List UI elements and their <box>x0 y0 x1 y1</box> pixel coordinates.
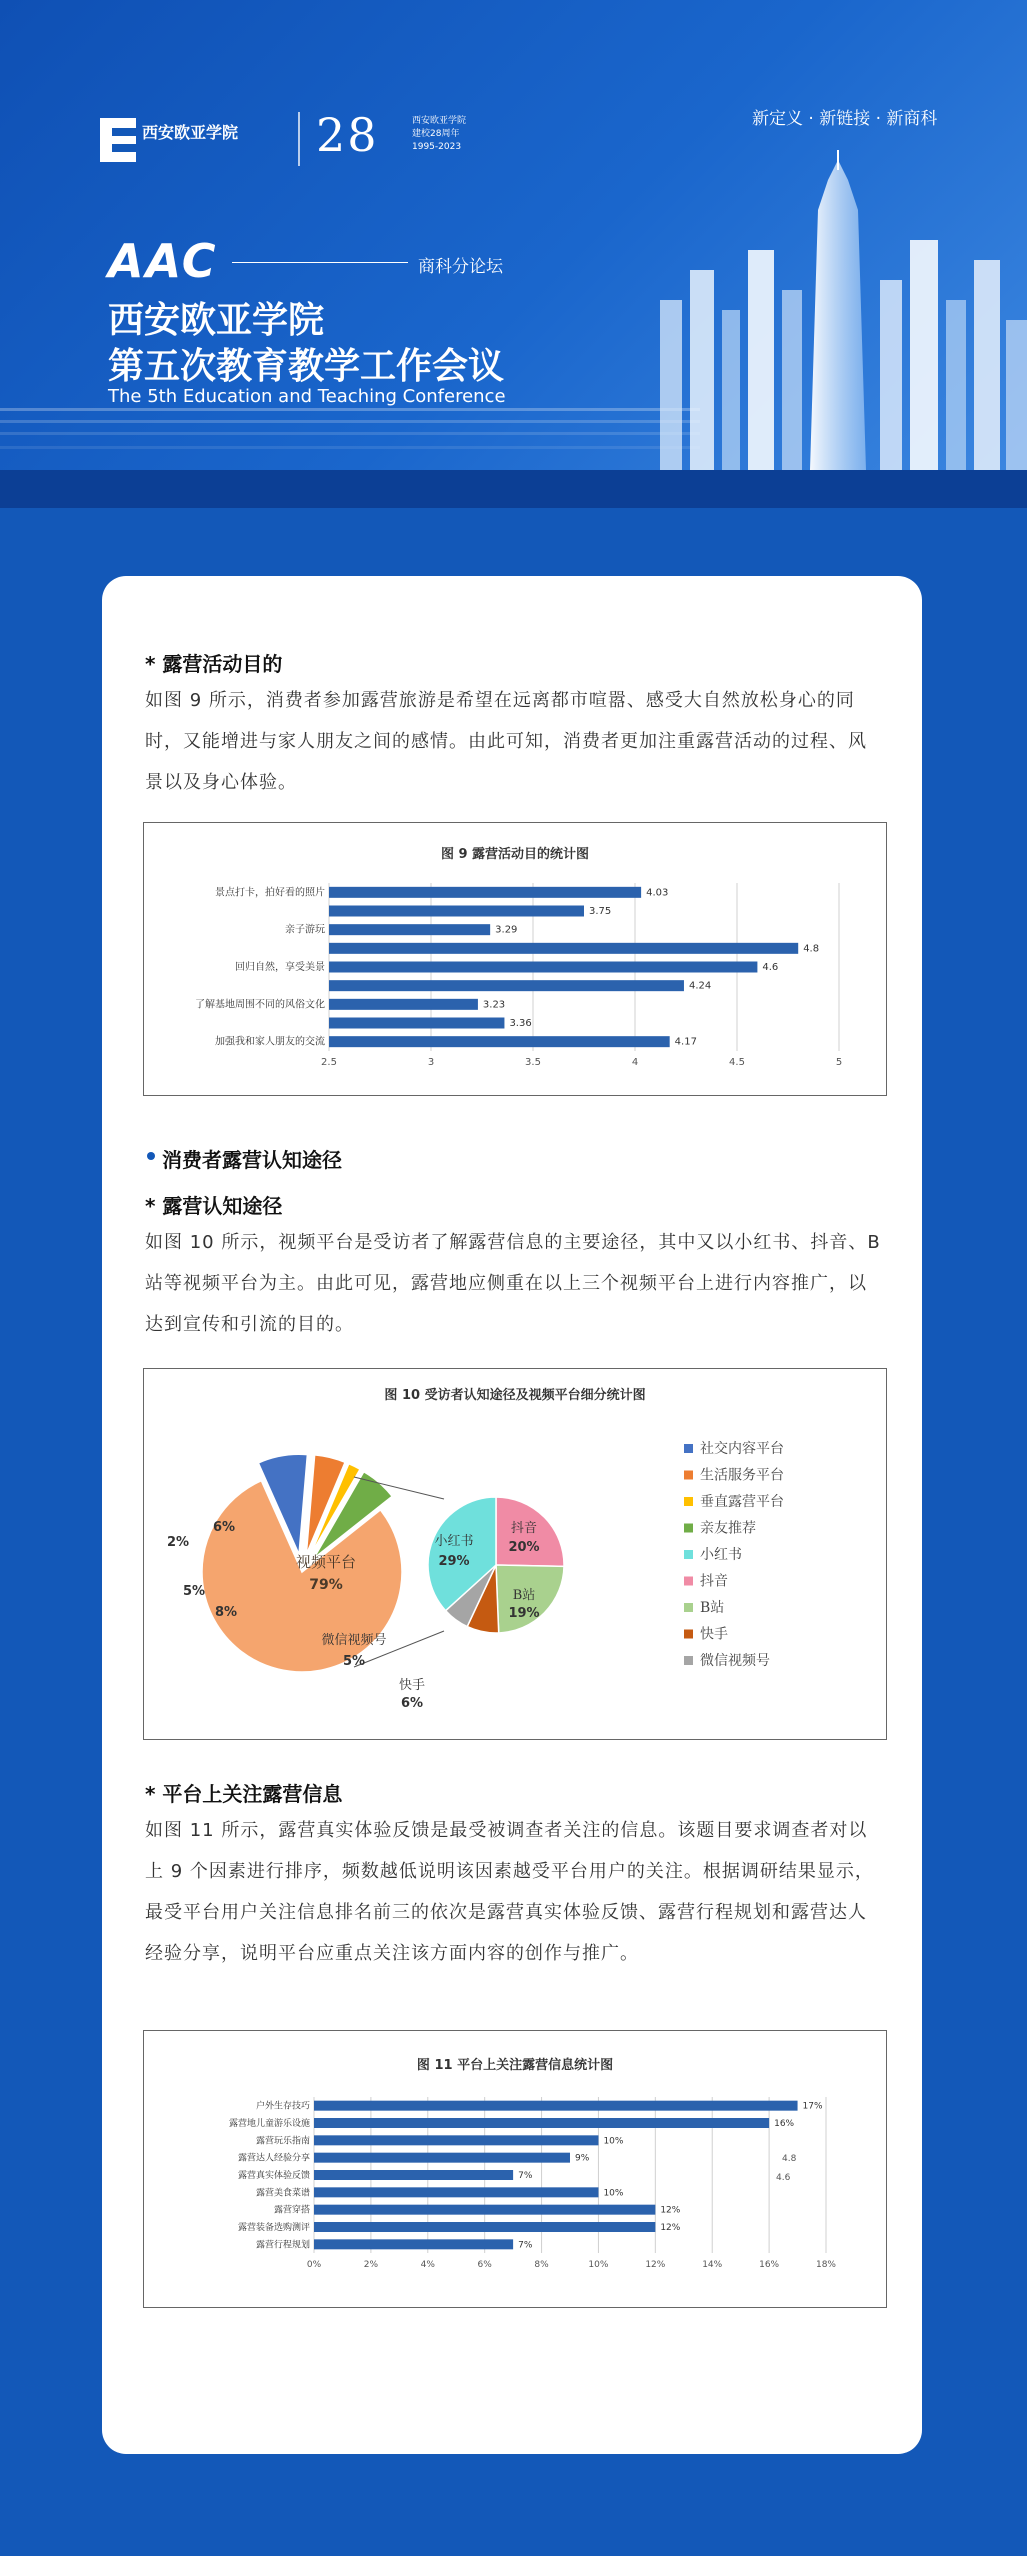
legend-label: 社交内容平台 <box>700 1441 784 1457</box>
bar <box>329 1036 670 1047</box>
x-tick-label: 4% <box>420 2260 435 2270</box>
data-label: 10% <box>603 2136 624 2147</box>
x-tick-label: 4 <box>631 1057 639 1068</box>
chart-figure-9-svg <box>144 823 886 1095</box>
chart-figure-11 <box>143 2030 887 2308</box>
bar <box>329 887 641 898</box>
category-label: 露营装备选购测评 <box>237 2223 310 2233</box>
section-heading-channel: 消费者露营认知途径 <box>162 1148 342 1172</box>
bar <box>329 906 584 917</box>
chart-figure-10-svg <box>144 1369 886 1739</box>
aac-logo: AAC <box>108 234 218 288</box>
bar <box>314 2205 655 2215</box>
legend-label: 垂直露营平台 <box>700 1494 784 1510</box>
data-label: 7% <box>518 2240 533 2251</box>
legend-swatch <box>684 1550 693 1559</box>
bar <box>314 2153 570 2163</box>
x-tick-label: 16% <box>759 2260 780 2270</box>
data-label: 4.17 <box>674 1036 697 1048</box>
legend-label: 微信视频号 <box>700 1653 770 1669</box>
bar <box>314 2101 798 2111</box>
legend-swatch <box>684 1656 693 1665</box>
page-title: 第五次教育教学工作会议 <box>108 346 505 387</box>
x-tick-label: 2.5 <box>321 1057 337 1068</box>
header-banner <box>0 0 1027 470</box>
category-label: 回归自然，享受美景 <box>235 962 325 973</box>
x-tick-label: 5 <box>835 1057 843 1068</box>
x-tick-label: 8% <box>534 2260 549 2270</box>
data-label: 3.36 <box>509 1018 532 1029</box>
paragraph-purpose: 如图 9 所示，消费者参加露营旅游是希望在远离都市喧嚣、感受大自然放松身心的同时，又能增进与家人朋友之间的感情。由此可知，消费者更加注重露营活动的过程、风景以及身心体验。 <box>145 690 867 793</box>
legend-swatch <box>684 1630 693 1639</box>
bar <box>329 943 798 954</box>
bar <box>329 962 757 973</box>
x-tick-label: 2% <box>363 2260 379 2270</box>
pie-pct-label: 5% <box>342 1654 366 1669</box>
legend-swatch <box>684 1524 693 1533</box>
legend-swatch <box>684 1497 693 1506</box>
bar <box>329 1018 504 1029</box>
legend-swatch <box>684 1471 693 1480</box>
category-label: 露营美食菜谱 <box>255 2188 310 2199</box>
section-title-purpose: * 露营活动目的 <box>145 652 283 676</box>
legend-label: 小红书 <box>700 1547 742 1563</box>
bullet-icon <box>147 1152 155 1160</box>
pie-pct-label: 19% <box>508 1606 540 1621</box>
legend-label: 抖音 <box>700 1573 728 1590</box>
x-tick-label: 14% <box>702 2260 723 2270</box>
pie-pct-label: 79% <box>309 1577 343 1593</box>
section-title-info: * 平台上关注露营信息 <box>145 1782 343 1806</box>
slogan: 新定义 · 新链接 · 新商科 <box>752 109 938 129</box>
data-label: 16% <box>774 2119 795 2129</box>
x-tick-label: 4.5 <box>729 1057 745 1068</box>
annotation-label: 4.6 <box>776 2173 791 2183</box>
data-label: 17% <box>802 2101 823 2112</box>
category-label: 露营真实体验反馈 <box>237 2171 310 2181</box>
bar <box>329 980 684 991</box>
chart-title: 图 9 露营活动目的统计图 <box>440 847 590 862</box>
category-label: 景点打卡，拍好看的照片 <box>215 887 325 899</box>
legend-label: 亲友推荐 <box>700 1520 756 1537</box>
bar <box>314 2118 769 2128</box>
data-label: 9% <box>575 2153 590 2164</box>
category-label: 露营地儿童游乐设施 <box>228 2119 310 2129</box>
x-tick-label: 6% <box>477 2260 492 2270</box>
pie-pct-label: 29% <box>438 1554 470 1569</box>
pie-pct-label: 2% <box>166 1535 190 1550</box>
data-label: 4.24 <box>688 980 712 992</box>
chart-figure-11-svg <box>144 2031 886 2307</box>
legend-swatch <box>684 1577 693 1586</box>
section-title-channel: * 露营认知途径 <box>145 1194 283 1218</box>
pie-label: 视频平台 <box>295 1553 357 1571</box>
decor-stripe <box>0 446 700 449</box>
legend-label: B站 <box>700 1600 725 1616</box>
pie-label: 抖音 <box>510 1521 538 1536</box>
x-tick-label: 18% <box>815 2260 837 2270</box>
chart-title: 图 11 平台上关注露营信息统计图 <box>416 2058 614 2073</box>
x-tick-label: 3.5 <box>525 1057 541 1068</box>
divider <box>298 112 300 166</box>
legend-label: 生活服务平台 <box>700 1467 784 1484</box>
paragraph-info: 如图 11 所示，露营真实体验反馈是最受被调查者关注的信息。该题目要求调查者对以上 9 个因素进行排序，频数越低说明该因素越受平台用户的关注。根据调研结果显示，最受平台用户关注信息排名前三的依次是露营真实体验反馈、露营行程规划和露营达人经验分享，说明平台应重点关注该方面内容的创作与推广。 <box>145 1820 874 1964</box>
x-tick-label: 3 <box>427 1057 435 1068</box>
bar <box>314 2222 655 2232</box>
category-label: 露营穿搭 <box>273 2205 310 2216</box>
annotation-label: 4.8 <box>782 2154 797 2164</box>
category-label: 露营行程规划 <box>255 2240 310 2251</box>
pie-pct-label: 6% <box>212 1520 236 1535</box>
logo-name: 西安欧亚学院 <box>142 123 239 142</box>
bar <box>314 2135 598 2145</box>
pie-pct-label: 6% <box>400 1696 424 1711</box>
category-label: 户外生存技巧 <box>255 2101 310 2112</box>
paragraph-channel: 如图 10 所示，视频平台是受访者了解露营信息的主要途径，其中又以小红书、抖音、B 站等视频平台为主。由此可见，露营地应侧重在以上三个视频平台上进行内容推广，以达到宣传和引流的目的。 <box>145 1232 881 1335</box>
data-label: 12% <box>660 2205 681 2216</box>
category-label: 亲子游玩 <box>285 924 325 936</box>
header-band <box>0 470 1027 508</box>
bar <box>314 2239 513 2249</box>
x-tick-label: 12% <box>645 2260 666 2270</box>
data-label: 3.23 <box>482 999 506 1011</box>
bar <box>329 924 490 935</box>
anniversary-line: 1995-2023 <box>412 142 462 152</box>
pie-label: 小红书 <box>434 1534 474 1549</box>
category-label: 露营达人经验分享 <box>237 2153 310 2164</box>
legend-swatch <box>684 1603 693 1612</box>
chart-figure-9 <box>143 822 887 1096</box>
chart-figure-10 <box>143 1368 887 1740</box>
data-label: 7% <box>518 2171 533 2181</box>
pie-label: 微信视频号 <box>321 1633 387 1648</box>
data-label: 4.6 <box>762 962 779 973</box>
data-label: 10% <box>603 2188 624 2199</box>
bar <box>314 2170 513 2180</box>
category-label: 加强我和家人朋友的交流 <box>215 1036 325 1048</box>
data-label: 12% <box>660 2223 681 2233</box>
data-label: 3.29 <box>495 924 518 936</box>
pie-label: 快手 <box>398 1678 426 1693</box>
category-label: 露营玩乐指南 <box>255 2136 310 2147</box>
anniversary-line: 建校28周年 <box>412 129 460 139</box>
page-title: 西安欧亚学院 <box>108 300 325 341</box>
anniversary-number: 28 <box>316 108 379 162</box>
pie-pct-label: 8% <box>214 1605 238 1620</box>
bar <box>329 999 478 1010</box>
decor-stripe <box>0 420 700 423</box>
decor-stripe <box>0 432 700 435</box>
forum-label: 商科分论坛 <box>418 257 503 277</box>
chart-title: 图 10 受访者认知途径及视频平台细分统计图 <box>384 1388 646 1403</box>
skyline-illustration <box>640 150 1027 470</box>
divider <box>232 262 408 263</box>
anniversary-text <box>412 115 502 154</box>
x-tick-label: 0% <box>306 2260 322 2270</box>
logo-mark <box>100 118 136 162</box>
legend-label: 快手 <box>700 1626 728 1643</box>
bar <box>314 2187 598 2197</box>
pie-pct-label: 20% <box>508 1540 540 1555</box>
x-tick-label: 10% <box>588 2260 609 2270</box>
data-label: 4.03 <box>646 887 669 899</box>
pie-pct-label: 5% <box>182 1584 206 1599</box>
anniversary-line: 西安欧亚学院 <box>412 116 467 126</box>
data-label: 3.75 <box>589 906 612 917</box>
legend-swatch <box>684 1444 693 1453</box>
decor-stripe <box>0 408 700 411</box>
pie-label: B站 <box>512 1588 536 1603</box>
category-label: 了解基地周围不同的风俗文化 <box>195 999 325 1011</box>
page-subtitle: The 5th Education and Teaching Conference <box>108 386 506 407</box>
data-label: 4.8 <box>803 943 820 955</box>
